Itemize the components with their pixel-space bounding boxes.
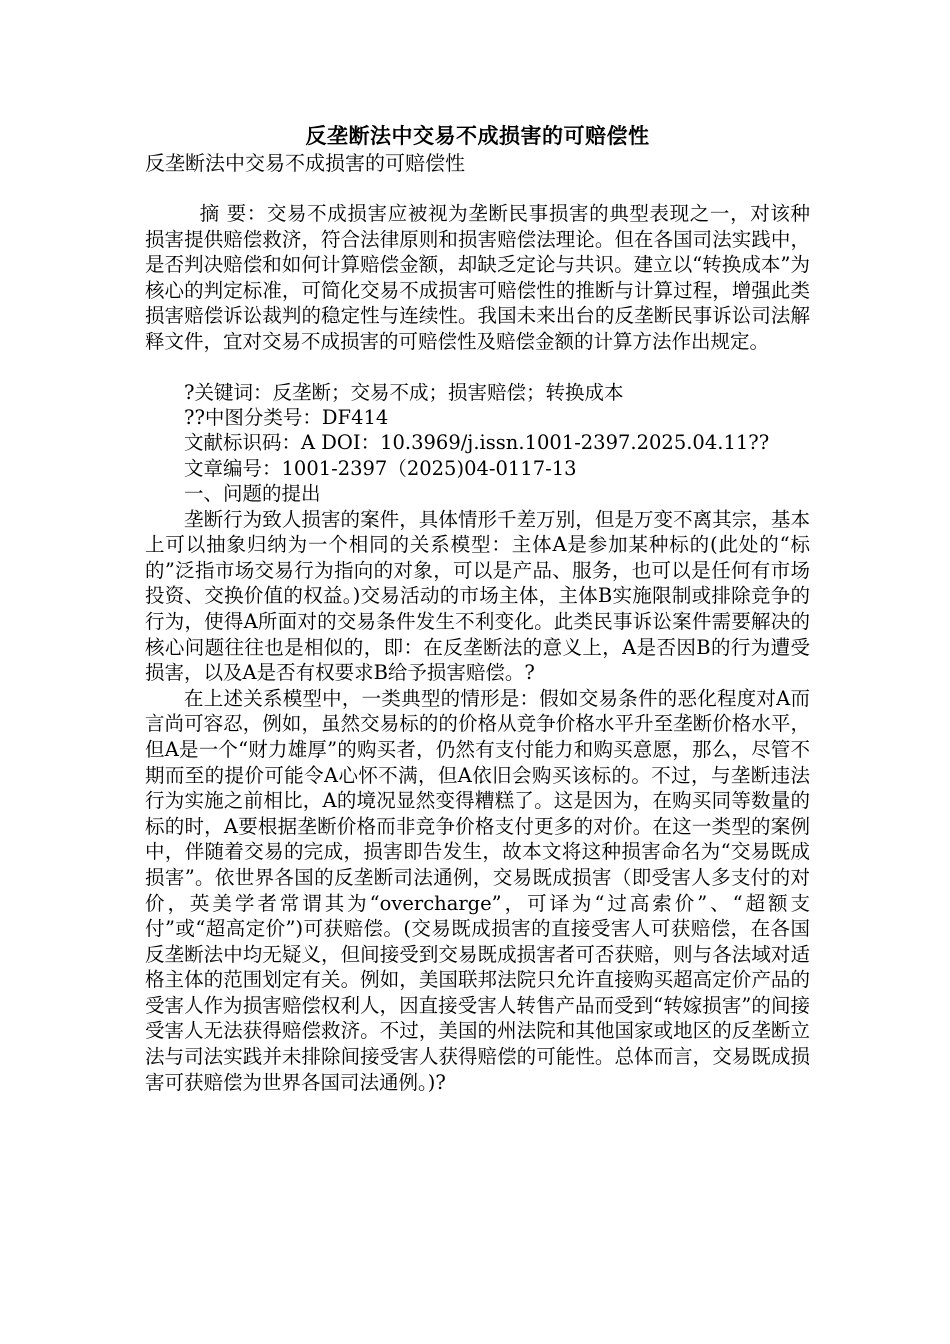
body-paragraph: 垄断行为致人损害的案件，具体情形千差万别，但是万变不离其宗，基本上可以抽象归纳为一个相同的关系模型：主体A是参加某种标的(此处的“标的”泛指市场交易行为指向的对象，可以是产品、服务，也可以是任何有市场投资、交换价值的权益。)交易活动的市场主体，主体B实施限制或排除竞争的行为，使得A所面对的交易条件发生不利变化。此类民事诉讼案件需要解决的核心问题往往也是相似的，即：在反垄断法的意义上，A是否因B的行为遭受损害，以及A是否有权要求B给予损害赔偿。? [145,507,810,685]
spacer [145,355,810,380]
section-heading: 一、问题的提出 [184,482,321,506]
article-number-line: 文章编号：1001-2397（2025)04-0117-13 [184,456,577,480]
document-code-line: 文献标识码：A DOI：10.3969/j.issn.1001-2397.2025.04.11?? [184,431,770,455]
body-paragraph: 在上述关系模型中，一类典型的情形是：假如交易条件的恶化程度对A而言尚可容忍，例如，虽然交易标的的价格从竞争价格水平升至垄断价格水平，但A是一个“财力雄厚”的购买者，仍然有支付能力和购买意愿，那么，尽管不期而至的提价可能令A心怀不满，但A依旧会购买该标的。不过，与垄断违法行为实施之前相比，A的境况显然变得糟糕了。这是因为，在购买同等数量的标的时，A要根据垄断价格而非竞争价格支付更多的对价。在这一类型的案例中，伴随着交易的完成，损害即告发生，故本文将这种损害命名为“交易既成损害”。依世界各国的反垄断司法通例，交易既成损害（即受害人多支付的对价，英美学者常谓其为“overcharge”，可译为“过高索价”、“超额支付”或“超高定价”)可获赔偿。(交易既成损害的直接受害人可获赔偿，在各国反垄断法中均无疑义，但间接受到交易既成损害者可否获赔，则与各法域对适格主体的范围划定有关。例如，美国联邦法院只允许直接购买超高定价产品的受害人作为损害赔偿权利人，因直接受害人转售产品而受到“转嫁损害”的间接受害人无法获得赔偿救济。不过，美国的州法院和其他国家或地区的反垄断立法与司法实践并未排除间接受害人获得赔偿的可能性。总体而言，交易既成损害可获赔偿为世界各国司法通例。)? [145,686,810,1094]
document-page [145,122,810,1095]
abstract-paragraph: 摘 要：交易不成损害应被视为垄断民事损害的典型表现之一，对该种损害提供赔偿救济，符合法律原则和损害赔偿法理论。但在各国司法实践中，是否判决赔偿和如何计算赔偿金额，却缺乏定论与共识。建立以“转换成本”为核心的判定标准，可简化交易不成损害可赔偿性的推断与计算过程，增强此类损害赔偿诉讼裁判的稳定性与连续性。我国未来出台的反垄断民事诉讼司法解释文件，宜对交易不成损害的可赔偿性及赔偿金额的计算方法作出规定。 [145,202,810,353]
document-subtitle: 反垄断法中交易不成损害的可赔偿性 [145,151,465,175]
spacer [145,176,810,201]
classification-line: ??中图分类号：DF414 [184,405,389,429]
document-title: 反垄断法中交易不成损害的可赔偿性 [305,123,650,148]
keywords-line: ?关键词：反垄断；交易不成；损害赔偿；转换成本 [184,380,624,404]
